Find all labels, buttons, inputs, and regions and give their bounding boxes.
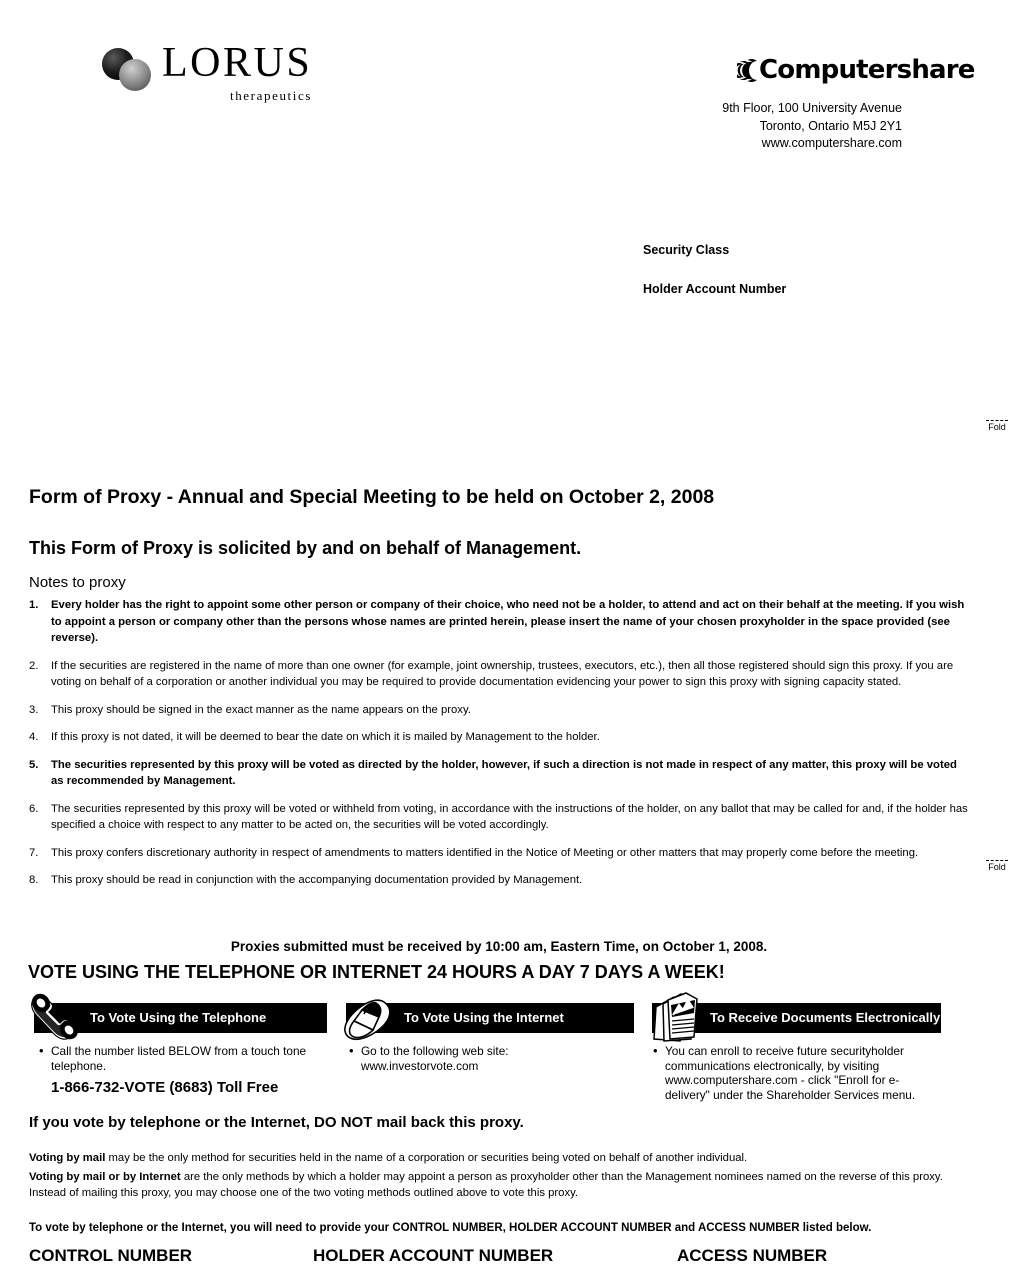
vote-internet-instructions <box>348 1044 633 1073</box>
voting-by-mail-note-body: may be the only method for securities held in the name of a corporation or securities being voted on behalf of another individual. <box>105 1152 748 1164</box>
vote-telephone-instructions <box>38 1044 328 1096</box>
note-number: 5. <box>29 758 39 771</box>
holder-account-number-column-label: HOLDER ACCOUNT NUMBER <box>313 1246 554 1265</box>
note-number: 7. <box>29 846 39 859</box>
note-text: This proxy should be signed in the exact manner as the name appears on the proxy. <box>51 703 471 716</box>
computer-mouse-icon <box>342 997 396 1043</box>
voting-by-mail-note <box>29 1169 969 1201</box>
proxy-deadline-text: Proxies submitted must be received by 10:00 am, Eastern Time, on October 1, 2008. <box>230 939 768 954</box>
note-item <box>29 801 969 834</box>
computershare-c-icon <box>737 56 761 84</box>
transfer-agent-address <box>607 100 902 153</box>
internet-bullet-text: Go to the following web site: <box>361 1044 509 1058</box>
note-text: Every holder has the right to appoint some other person or company of their choice, who need not be a holder, to attend and act on their behalf at the meeting. If you wish to appoint a person or company other than the persons whose names are printed herein, please insert the name of your chosen proxyholder in the space provided (see reverse). <box>51 599 965 644</box>
numbers-intro-text: To vote by telephone or the Internet, you will need to provide your CONTROL NUMBER, HOLDER ACCOUNT NUMBER and ACCESS NUMBER listed below. <box>29 1222 872 1234</box>
bullet-dot-icon: • <box>653 1043 658 1058</box>
note-text: The securities represented by this proxy will be voted as directed by the holder, however, if such a direction is not made in respect of any matter, this proxy will be voted as recommended by Management. <box>51 758 957 787</box>
telephone-bullet <box>38 1044 328 1073</box>
telephone-handset-icon <box>28 993 82 1045</box>
vote-telephone-bar-label: To Vote Using the Telephone <box>90 1010 267 1025</box>
note-text: If the securities are registered in the name of more than one owner (for example, joint ownership, trustees, executors, etc.), then all those registered should sign this proxy. If you are voting on behalf of a corporation or another individual you may be required to provide documentation evidencing your power to sign this proxy with signing capacity stated. <box>51 659 954 688</box>
note-item <box>29 729 969 746</box>
note-number: 2. <box>29 659 39 672</box>
receive-documents-bar-label: To Receive Documents Electronically <box>710 1010 941 1025</box>
vote-internet-bar-label: To Vote Using the Internet <box>404 1010 564 1025</box>
fold-label: Fold <box>988 422 1006 432</box>
note-item <box>29 702 969 719</box>
documents-bullet-text: You can enroll to receive future securityholder communications electronically, by visiting www.computershare.com - click "Enroll for e-delivery" under the Shareholder Services menu. <box>665 1044 916 1102</box>
fold-label: Fold <box>988 862 1006 872</box>
notes-to-proxy-list <box>29 597 969 900</box>
lorus-symbol-icon <box>96 44 168 96</box>
note-text: This proxy confers discretionary authority in respect of amendments to matters identified in the Notice of Meeting or other matters that may properly come before the meeting. <box>51 846 919 859</box>
address-line-2: Toronto, Ontario M5J 2Y1 <box>759 118 902 133</box>
do-not-mail-notice: If you vote by telephone or the Internet, DO NOT mail back this proxy. <box>29 1114 524 1131</box>
investorvote-url: www.investorvote.com <box>361 1058 479 1073</box>
documents-stack-icon <box>650 991 702 1047</box>
lorus-logo <box>96 40 326 108</box>
voting-by-mail-note-body: are the only methods by which a holder may appoint a person as proxyholder other than the Management nominees named on the reverse of this proxy. Instead of mailing this proxy, you may choose one of the two voting methods outlined above to vote this proxy. <box>29 1171 943 1199</box>
numbers-row <box>29 1246 969 1276</box>
voting-by-mail-note-lead: Voting by mail <box>29 1152 106 1164</box>
fold-mark-bottom <box>984 860 1010 873</box>
note-item <box>29 757 969 790</box>
voting-by-mail-notes <box>29 1150 969 1204</box>
security-class-label: Security Class <box>643 243 730 257</box>
voting-by-mail-note <box>29 1150 969 1166</box>
fold-dashed-line <box>986 420 1008 421</box>
transfer-agent-website: www.computershare.com <box>761 136 902 150</box>
note-item <box>29 845 969 862</box>
note-number: 3. <box>29 703 39 716</box>
access-number-label: ACCESS NUMBER <box>677 1246 828 1265</box>
vote-phone-number: 1-866-732-VOTE (8683) Toll Free <box>51 1079 279 1096</box>
lorus-wordmark: LORUS <box>162 40 313 86</box>
voting-by-mail-note-lead: Voting by mail or by Internet <box>29 1171 181 1183</box>
note-text: The securities represented by this proxy will be voted or withheld from voting, in accordance with the instructions of the holder, on any ballot that may be called for and, if the holder has specified a choice with respect to any matter to be acted on, the securities will be voted accordingly. <box>51 802 968 831</box>
holder-account-number-label: Holder Account Number <box>643 282 787 296</box>
page-title: Form of Proxy - Annual and Special Meeting to be held on October 2, 2008 <box>29 486 715 508</box>
address-line-1: 9th Floor, 100 University Avenue <box>722 101 902 115</box>
note-item <box>29 597 969 647</box>
lorus-tagline: therapeutics <box>230 88 313 103</box>
solicited-by-heading: This Form of Proxy is solicited by and on behalf of Management. <box>29 538 582 558</box>
note-item <box>29 872 969 889</box>
note-number: 6. <box>29 802 39 815</box>
computershare-wordmark: Computershare <box>759 55 975 85</box>
fold-mark-top <box>984 420 1010 433</box>
note-number: 4. <box>29 731 39 743</box>
receive-documents-instructions <box>652 1044 942 1102</box>
computershare-logo <box>737 55 975 89</box>
note-number: 1. <box>29 599 39 611</box>
internet-bullet <box>348 1044 633 1073</box>
note-text: If this proxy is not dated, it will be deemed to bear the date on which it is mailed by Management to the holder. <box>51 731 600 743</box>
control-number-label: CONTROL NUMBER <box>29 1246 193 1265</box>
vote-hours-heading: VOTE USING THE TELEPHONE OR INTERNET 24 HOURS A DAY 7 DAYS A WEEK! <box>28 962 725 982</box>
bullet-dot-icon: • <box>349 1043 354 1058</box>
documents-bullet <box>652 1044 942 1102</box>
note-number: 8. <box>29 874 39 886</box>
note-text: This proxy should be read in conjunction with the accompanying documentation provided by Management. <box>51 874 583 886</box>
fold-dashed-line <box>986 860 1008 861</box>
telephone-bullet-text: Call the number listed BELOW from a touch tone telephone. <box>51 1044 307 1073</box>
bullet-dot-icon: • <box>39 1043 44 1058</box>
notes-to-proxy-heading: Notes to proxy <box>29 574 126 591</box>
note-item <box>29 658 969 691</box>
